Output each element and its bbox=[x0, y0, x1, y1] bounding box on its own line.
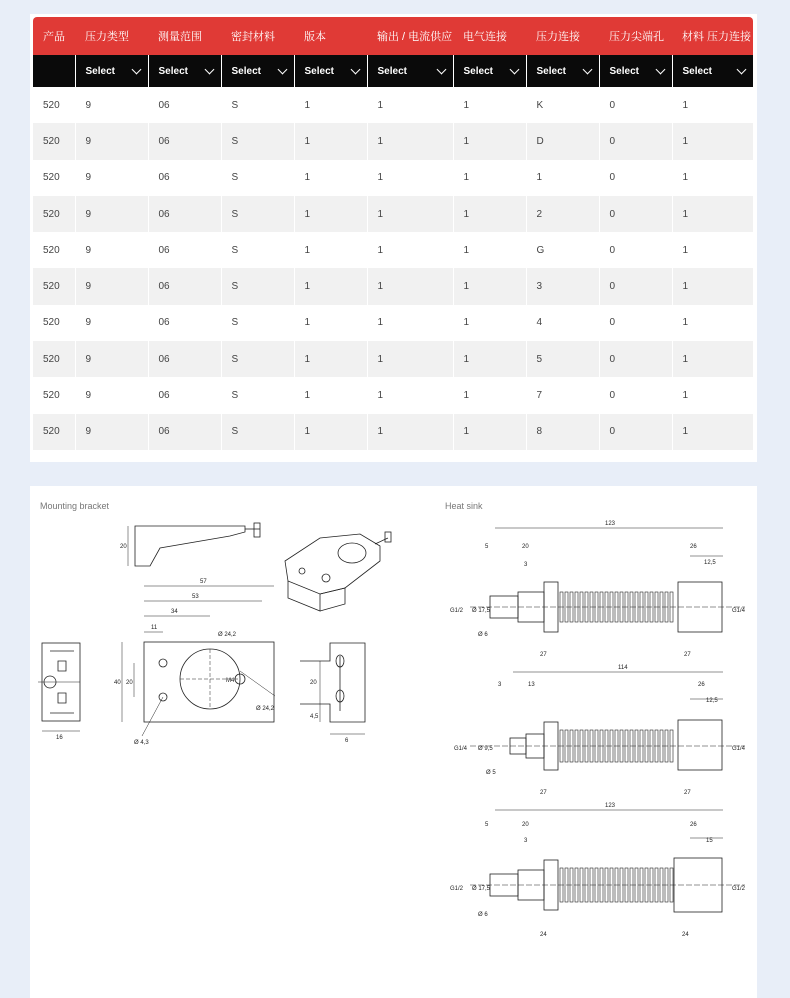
bracket-left-view bbox=[38, 643, 80, 731]
dim-bore: Ø 24,2 bbox=[218, 632, 237, 638]
technical-drawings-panel bbox=[30, 486, 757, 998]
table-row bbox=[33, 305, 753, 341]
table-cell: 0 bbox=[599, 305, 672, 341]
table-cell: 0 bbox=[599, 87, 672, 123]
filter-select-label: Select bbox=[536, 65, 566, 77]
filter-select-label: Select bbox=[377, 65, 407, 77]
column-header-6: 电气连接 bbox=[453, 17, 526, 55]
table-row bbox=[33, 232, 753, 268]
table-cell: 06 bbox=[148, 414, 221, 450]
table-cell: S bbox=[221, 414, 294, 450]
table-cell: 7 bbox=[526, 377, 599, 413]
table-cell: 1 bbox=[294, 341, 367, 377]
dim-4-5: 4,5 bbox=[310, 714, 319, 720]
table-cell: 9 bbox=[75, 232, 148, 268]
table-cell: 9 bbox=[75, 123, 148, 159]
hs-c-26: 26 bbox=[690, 822, 697, 828]
table-cell: 1 bbox=[367, 160, 453, 196]
table-cell: S bbox=[221, 123, 294, 159]
table-cell: 1 bbox=[672, 87, 753, 123]
table-row bbox=[33, 160, 753, 196]
table-row bbox=[33, 341, 753, 377]
table-cell: 1 bbox=[294, 305, 367, 341]
table-cell: 520 bbox=[33, 341, 75, 377]
table-cell: 0 bbox=[599, 268, 672, 304]
column-header-9: 材料 压力连接 bbox=[672, 17, 753, 55]
hs-c-len: 123 bbox=[605, 803, 616, 809]
table-cell: 520 bbox=[33, 196, 75, 232]
table-cell: 06 bbox=[148, 123, 221, 159]
hs-c-wrench2: 24 bbox=[682, 932, 689, 938]
hs-c-g12b: G1/2 bbox=[732, 886, 746, 892]
dim-m4: M4 bbox=[226, 678, 235, 684]
table-cell: 1 bbox=[367, 87, 453, 123]
filter-cell-1 bbox=[75, 55, 148, 87]
dim-6: 6 bbox=[345, 738, 349, 744]
chevron-down-icon bbox=[436, 64, 446, 74]
table-cell: S bbox=[221, 305, 294, 341]
table-cell: 1 bbox=[294, 232, 367, 268]
filter-cell-0 bbox=[33, 55, 75, 87]
dim-40: 40 bbox=[114, 680, 121, 686]
table-cell: 1 bbox=[294, 196, 367, 232]
chevron-down-icon bbox=[582, 64, 592, 74]
table-cell: 1 bbox=[453, 123, 526, 159]
hs-b-26: 26 bbox=[698, 682, 705, 688]
table-cell: 520 bbox=[33, 160, 75, 196]
hs-b-5: Ø 5 bbox=[486, 770, 496, 776]
filter-cell-7 bbox=[526, 55, 599, 87]
hs-a-wrench1: 27 bbox=[540, 652, 547, 658]
table-cell: 1 bbox=[453, 160, 526, 196]
table-cell: 06 bbox=[148, 87, 221, 123]
header-row bbox=[33, 17, 753, 55]
table-cell: 1 bbox=[672, 123, 753, 159]
table-cell: 520 bbox=[33, 414, 75, 450]
column-header-4: 版本 bbox=[294, 17, 367, 55]
table-cell: 06 bbox=[148, 268, 221, 304]
filter-select-label: Select bbox=[682, 65, 712, 77]
hs-b-len: 114 bbox=[618, 665, 628, 671]
table-cell: 1 bbox=[367, 414, 453, 450]
chevron-down-icon bbox=[350, 64, 360, 74]
filter-select-2[interactable] bbox=[149, 55, 221, 87]
config-table-card bbox=[30, 14, 757, 462]
table-cell: 1 bbox=[672, 305, 753, 341]
table-cell: 1 bbox=[453, 232, 526, 268]
config-table-wrap bbox=[33, 17, 753, 450]
table-cell: S bbox=[221, 268, 294, 304]
filter-cell-2 bbox=[148, 55, 221, 87]
filter-cell-4 bbox=[294, 55, 367, 87]
table-cell: 06 bbox=[148, 377, 221, 413]
table-cell: 9 bbox=[75, 268, 148, 304]
table-cell: 2 bbox=[526, 196, 599, 232]
table-cell: 0 bbox=[599, 414, 672, 450]
table-cell: 520 bbox=[33, 268, 75, 304]
hs-a-g14: G1/4 bbox=[732, 608, 746, 614]
dim-radius: Ø 24,2 bbox=[256, 706, 275, 712]
filter-select-7[interactable] bbox=[527, 55, 599, 87]
filter-cell-6 bbox=[453, 55, 526, 87]
hs-c-wrench1: 24 bbox=[540, 932, 547, 938]
table-cell: 06 bbox=[148, 160, 221, 196]
table-cell: K bbox=[526, 87, 599, 123]
dim-20-right: 20 bbox=[310, 680, 317, 686]
table-cell: 1 bbox=[672, 268, 753, 304]
table-cell: 520 bbox=[33, 232, 75, 268]
filter-select-label: Select bbox=[463, 65, 493, 77]
table-cell: 06 bbox=[148, 341, 221, 377]
chevron-down-icon bbox=[737, 64, 747, 74]
chevron-down-icon bbox=[655, 64, 665, 74]
dim-53: 53 bbox=[192, 594, 199, 600]
table-cell: 9 bbox=[75, 196, 148, 232]
filter-select-label: Select bbox=[231, 65, 261, 77]
hs-c-g12a: G1/2 bbox=[450, 886, 464, 892]
filter-select-8[interactable] bbox=[600, 55, 672, 87]
table-cell: 520 bbox=[33, 87, 75, 123]
table-cell: 520 bbox=[33, 377, 75, 413]
table-cell: 06 bbox=[148, 232, 221, 268]
table-cell: 1 bbox=[453, 305, 526, 341]
mounting-bracket-caption: Mounting bracket bbox=[40, 501, 110, 511]
table-cell: 0 bbox=[599, 232, 672, 268]
table-cell: 1 bbox=[672, 160, 753, 196]
table-cell: 0 bbox=[599, 341, 672, 377]
table-cell: 1 bbox=[453, 268, 526, 304]
column-header-0: 产品 bbox=[33, 17, 75, 55]
table-cell: 1 bbox=[367, 305, 453, 341]
hs-a-17-5: Ø 17,5 bbox=[472, 608, 491, 614]
table-cell: 1 bbox=[367, 196, 453, 232]
table-body bbox=[33, 87, 753, 450]
heat-sink-caption: Heat sink bbox=[445, 501, 483, 511]
table-cell: S bbox=[221, 377, 294, 413]
table-cell: S bbox=[221, 160, 294, 196]
table-cell: 0 bbox=[599, 123, 672, 159]
table-cell: 9 bbox=[75, 377, 148, 413]
table-cell: 1 bbox=[672, 414, 753, 450]
hs-b-13: 13 bbox=[528, 682, 535, 688]
drawings-svg bbox=[30, 486, 757, 998]
dim-16: 16 bbox=[56, 735, 63, 741]
dim-20-side: 20 bbox=[120, 544, 127, 550]
table-cell: 06 bbox=[148, 196, 221, 232]
table-cell: D bbox=[526, 123, 599, 159]
chevron-down-icon bbox=[277, 64, 287, 74]
heat-sink-fins bbox=[560, 592, 673, 902]
table-cell: 1 bbox=[453, 414, 526, 450]
table-cell: 5 bbox=[526, 341, 599, 377]
hs-b-wrench2: 27 bbox=[684, 790, 691, 796]
table-cell: G bbox=[526, 232, 599, 268]
hs-c-17-5: Ø 17,5 bbox=[472, 886, 491, 892]
table-cell: 1 bbox=[453, 341, 526, 377]
column-header-5: 输出 / 电流供应 bbox=[367, 17, 453, 55]
hs-a-5: 5 bbox=[485, 544, 489, 550]
hs-a-g12: G1/2 bbox=[450, 608, 464, 614]
table-cell: 9 bbox=[75, 87, 148, 123]
filter-cell-3 bbox=[221, 55, 294, 87]
hs-a-12-5: 12,5 bbox=[704, 560, 716, 566]
table-cell: 3 bbox=[526, 268, 599, 304]
table-cell: 1 bbox=[453, 377, 526, 413]
hs-b-3: 3 bbox=[498, 682, 502, 688]
table-cell: 1 bbox=[294, 268, 367, 304]
filter-select-label: Select bbox=[158, 65, 188, 77]
hs-b-g14a: G1/4 bbox=[454, 746, 468, 752]
table-cell: 1 bbox=[526, 160, 599, 196]
filter-cell-9 bbox=[672, 55, 753, 87]
filter-select-9[interactable] bbox=[673, 55, 754, 87]
filter-cell-8 bbox=[599, 55, 672, 87]
hs-a-wrench2: 27 bbox=[684, 652, 691, 658]
dim-hole: Ø 4,3 bbox=[134, 740, 149, 746]
table-cell: 4 bbox=[526, 305, 599, 341]
table-cell: 1 bbox=[672, 341, 753, 377]
table-row bbox=[33, 414, 753, 450]
filter-select-3[interactable] bbox=[222, 55, 294, 87]
chevron-down-icon bbox=[204, 64, 214, 74]
hs-b-wrench1: 27 bbox=[540, 790, 547, 796]
column-header-3: 密封材料 bbox=[221, 17, 294, 55]
hs-b-12-5: 12,5 bbox=[706, 698, 718, 704]
hs-a-len: 123 bbox=[605, 521, 616, 527]
column-header-2: 测量范围 bbox=[148, 17, 221, 55]
dim-11: 11 bbox=[151, 625, 158, 631]
table-row bbox=[33, 87, 753, 123]
bracket-side-view bbox=[128, 523, 260, 566]
table-cell: 1 bbox=[367, 341, 453, 377]
table-cell: 9 bbox=[75, 160, 148, 196]
table-cell: 1 bbox=[367, 377, 453, 413]
filter-select-label: Select bbox=[304, 65, 334, 77]
table-cell: S bbox=[221, 341, 294, 377]
table-cell: 9 bbox=[75, 305, 148, 341]
table-cell: 520 bbox=[33, 305, 75, 341]
table-cell: 06 bbox=[148, 305, 221, 341]
table-cell: 1 bbox=[367, 268, 453, 304]
table-row bbox=[33, 377, 753, 413]
table-cell: 1 bbox=[672, 196, 753, 232]
hs-c-15: 15 bbox=[706, 838, 713, 844]
hs-a-3: 3 bbox=[524, 562, 528, 568]
table-row bbox=[33, 123, 753, 159]
column-header-8: 压力尖端孔 bbox=[599, 17, 672, 55]
dim-20-plan: 20 bbox=[126, 680, 133, 686]
table-cell: S bbox=[221, 196, 294, 232]
table-cell: 1 bbox=[294, 123, 367, 159]
bracket-iso-view bbox=[285, 532, 391, 611]
table-cell: 0 bbox=[599, 377, 672, 413]
table-cell: 1 bbox=[672, 377, 753, 413]
table-cell: 0 bbox=[599, 196, 672, 232]
hs-c-20: 20 bbox=[522, 822, 529, 828]
filter-cell-5 bbox=[367, 55, 453, 87]
table-cell: 9 bbox=[75, 414, 148, 450]
table-cell: 1 bbox=[294, 87, 367, 123]
table-cell: 1 bbox=[672, 232, 753, 268]
hs-a-26: 26 bbox=[690, 544, 697, 550]
filter-select-4[interactable] bbox=[295, 55, 367, 87]
filter-select-6[interactable] bbox=[454, 55, 526, 87]
hs-a-20: 20 bbox=[522, 544, 529, 550]
table-cell: S bbox=[221, 87, 294, 123]
dim-34: 34 bbox=[171, 609, 178, 615]
hs-b-g14b: G1/4 bbox=[732, 746, 746, 752]
heat-sink-c bbox=[470, 810, 745, 912]
filter-select-label: Select bbox=[609, 65, 639, 77]
filter-select-1[interactable] bbox=[76, 55, 148, 87]
table-cell: S bbox=[221, 232, 294, 268]
hs-c-3: 3 bbox=[524, 838, 528, 844]
table-cell: 0 bbox=[599, 160, 672, 196]
table-cell: 1 bbox=[367, 123, 453, 159]
hs-c-5: 5 bbox=[485, 822, 489, 828]
table-cell: 8 bbox=[526, 414, 599, 450]
filter-row bbox=[33, 55, 753, 87]
column-header-7: 压力连接 bbox=[526, 17, 599, 55]
table-row bbox=[33, 196, 753, 232]
bracket-right-view bbox=[300, 643, 365, 734]
table-cell: 1 bbox=[294, 377, 367, 413]
hs-b-9-5: Ø 9,5 bbox=[478, 746, 493, 752]
table-cell: 520 bbox=[33, 123, 75, 159]
hs-a-6: Ø 6 bbox=[478, 632, 488, 638]
table-cell: 9 bbox=[75, 341, 148, 377]
filter-select-5[interactable] bbox=[368, 55, 453, 87]
bracket-plan-view bbox=[122, 586, 275, 736]
chevron-down-icon bbox=[509, 64, 519, 74]
table-cell: 1 bbox=[453, 196, 526, 232]
table-row bbox=[33, 268, 753, 304]
chevron-down-icon bbox=[131, 64, 141, 74]
config-table bbox=[33, 17, 753, 450]
table-cell: 1 bbox=[294, 160, 367, 196]
heat-sink-a bbox=[470, 528, 745, 632]
filter-select-label: Select bbox=[85, 65, 115, 77]
column-header-1: 压力类型 bbox=[75, 17, 148, 55]
dim-57: 57 bbox=[200, 579, 207, 585]
hs-c-6: Ø 6 bbox=[478, 912, 488, 918]
table-cell: 1 bbox=[294, 414, 367, 450]
table-cell: 1 bbox=[453, 87, 526, 123]
table-cell: 1 bbox=[367, 232, 453, 268]
